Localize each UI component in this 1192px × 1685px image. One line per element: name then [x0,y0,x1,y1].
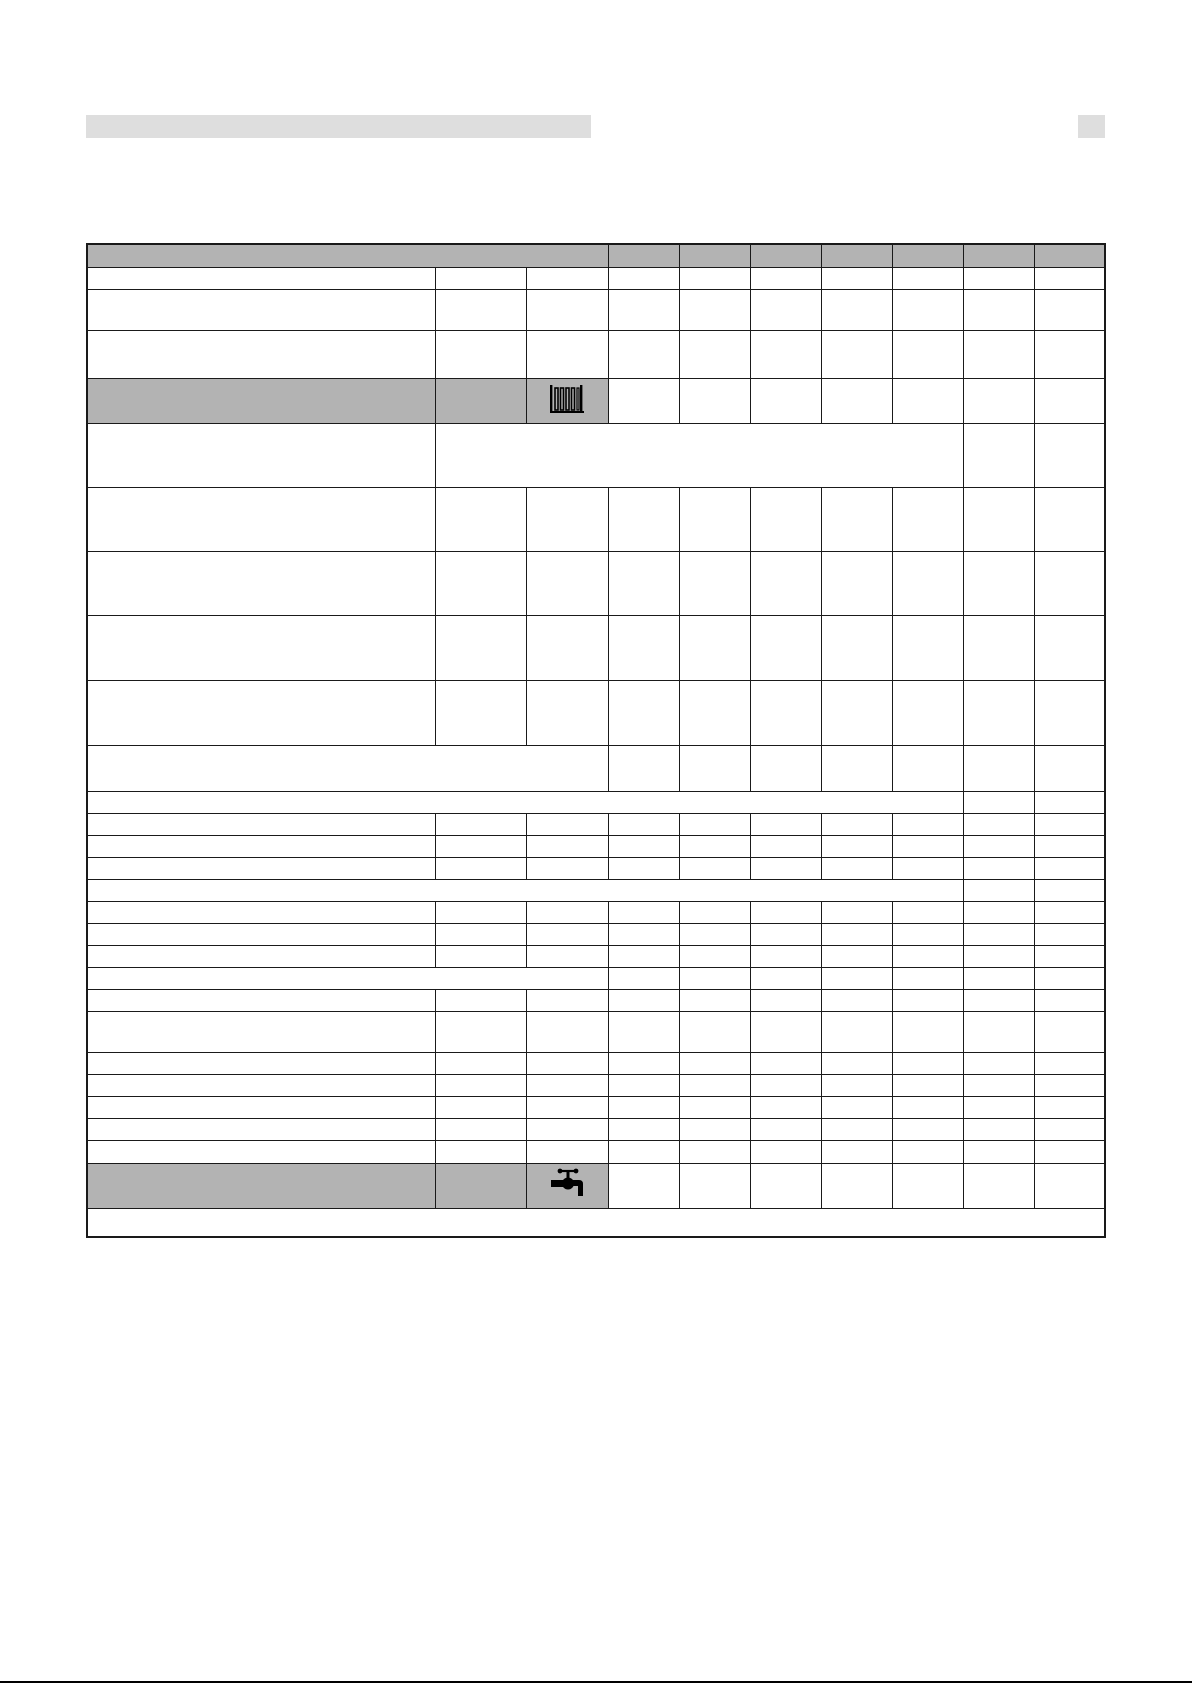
dhw-section-unit [435,1163,526,1208]
table-row [87,967,1105,989]
merged-value-cell [435,423,963,487]
header-cell [963,244,1034,267]
header-page-number-bar [1078,115,1105,138]
table-row [87,1096,1105,1118]
header-cell [679,244,750,267]
header-cell [1034,244,1105,267]
footnote-cell [87,1208,1105,1237]
table-row [87,813,1105,835]
tap-icon [547,1166,587,1205]
heating-section-unit [435,378,526,423]
table-row [87,791,1105,813]
table-row [87,487,1105,551]
table-row [87,1052,1105,1074]
table-row [87,267,1105,289]
table-row [87,857,1105,879]
wide-label-cell [87,791,963,813]
table-row [87,1011,1105,1052]
table-row [87,923,1105,945]
table-row [87,989,1105,1011]
footnote-row [87,1208,1105,1237]
wide-label-cell [87,879,963,901]
table-row [87,615,1105,680]
table-row [87,423,1105,487]
table-row [87,1118,1105,1140]
table-row [87,879,1105,901]
header-cell [608,244,679,267]
wide-label-cell [87,745,608,791]
page-bottom-rule [0,1681,1192,1683]
header-cell [821,244,892,267]
header-title-bar [86,115,591,138]
wide-label-cell [87,967,608,989]
table-row [87,1140,1105,1163]
header-cell [892,244,963,267]
technical-data-table [86,243,1106,1238]
header-label-cell [87,244,608,267]
heating-section-label [87,378,435,423]
table-row [87,680,1105,745]
table-row [87,289,1105,330]
table-row [87,901,1105,923]
table-row [87,835,1105,857]
heating-section-row [87,378,1105,423]
table-row [87,330,1105,378]
table-row [87,745,1105,791]
header-cell [750,244,821,267]
table-row [87,1074,1105,1096]
table-row [87,945,1105,967]
radiator-icon [547,382,587,419]
dhw-section-row [87,1163,1105,1208]
table-header-row [87,244,1105,267]
table-row [87,551,1105,615]
dhw-section-label [87,1163,435,1208]
